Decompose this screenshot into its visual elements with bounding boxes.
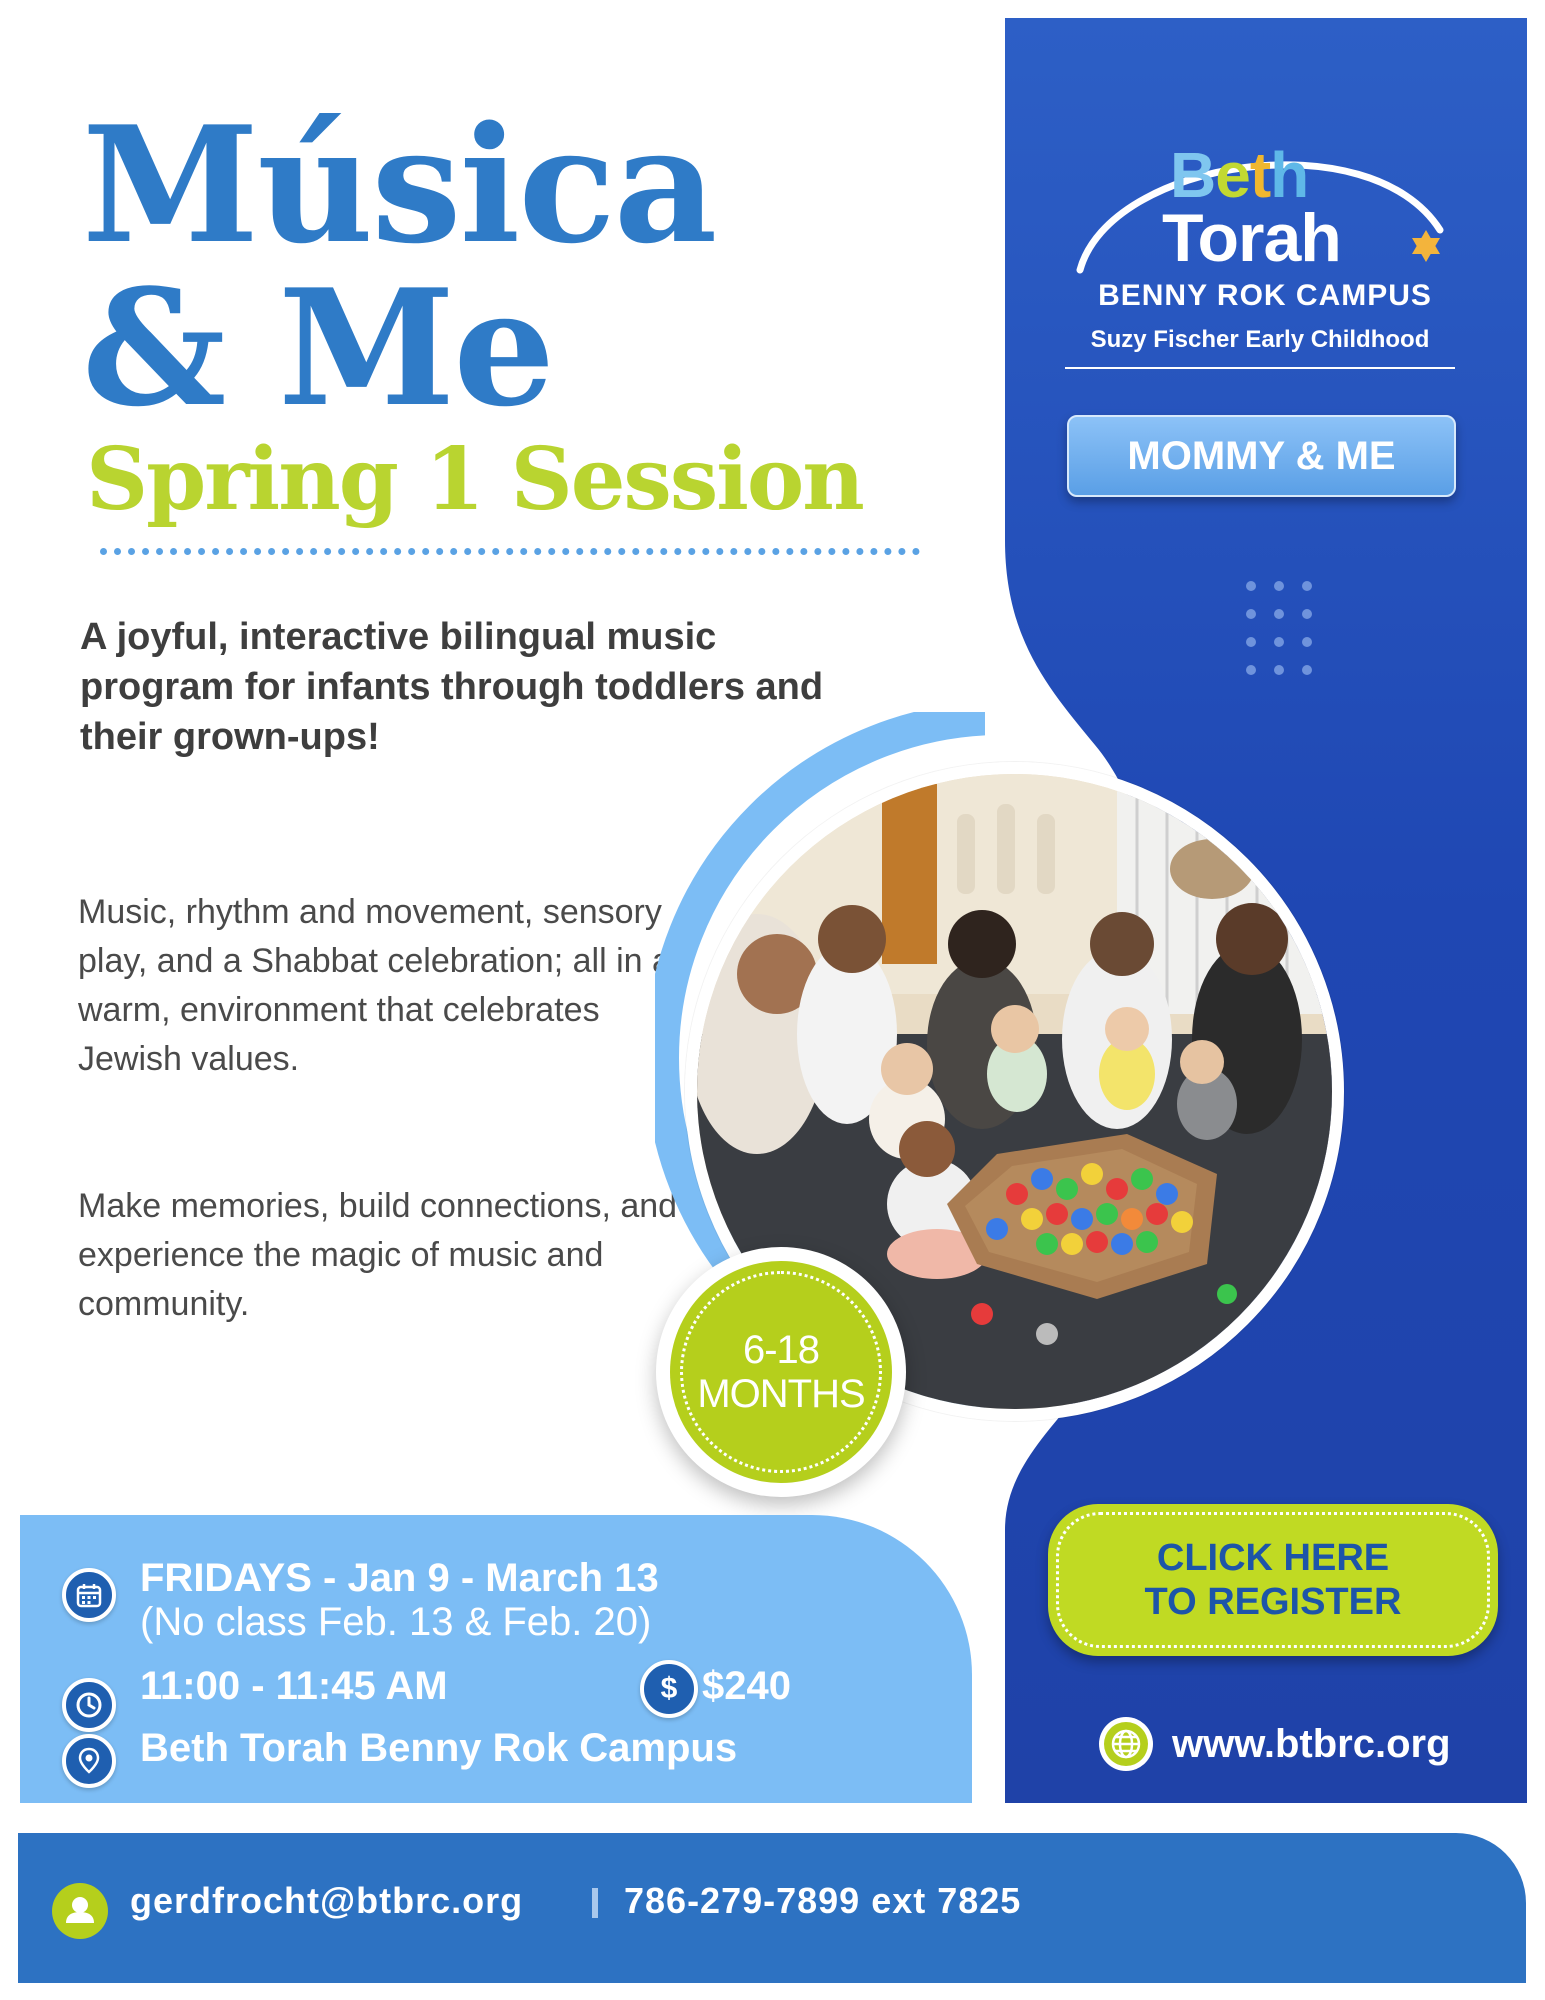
contact-phone[interactable]: 786-279-7899 ext 7825	[624, 1880, 1022, 1921]
no-class-dates: (No class Feb. 13 & Feb. 20)	[140, 1600, 652, 1644]
program-badge: MOMMY & ME	[1067, 415, 1456, 497]
register-button[interactable]	[1048, 1504, 1498, 1656]
register-label-line-1: CLICK HERE	[1156, 1537, 1390, 1579]
intro-text: A joyful, interactive bilingual music program for infants through toddlers and their grown-ups!	[80, 616, 824, 758]
title-line-1: Música	[82, 91, 716, 279]
website-link[interactable]: www.btbrc.org	[1172, 1722, 1451, 1766]
globe-icon	[1098, 1716, 1154, 1772]
session-subtitle: Spring 1 Session	[86, 429, 863, 530]
age-badge-inner	[670, 1261, 892, 1483]
user-icon	[52, 1883, 108, 1939]
calendar-icon	[62, 1568, 116, 1622]
class-time: 11:00 - 11:45 AM	[140, 1664, 448, 1708]
class-dates: FRIDAYS - Jan 9 - March 13	[140, 1556, 659, 1600]
dotted-divider	[100, 548, 920, 555]
class-location: Beth Torah Benny Rok Campus	[140, 1726, 738, 1770]
age-badge	[656, 1247, 906, 1497]
title-line-2: & Me	[82, 254, 554, 442]
logo-letter: h	[1270, 139, 1309, 211]
star-of-david-icon	[1408, 228, 1444, 264]
logo-campus-name: BENNY ROK CAMPUS	[1098, 279, 1432, 312]
age-range: 6-18	[742, 1328, 820, 1372]
location-pin-icon	[62, 1734, 116, 1788]
register-label-line-2: TO REGISTER	[1144, 1581, 1402, 1623]
description-paragraph-2: Make memories, build connections, and experience the magic of music and community.	[78, 1187, 678, 1323]
logo-torah: Torah	[1162, 200, 1341, 276]
logo-letter: e	[1215, 139, 1250, 211]
description-paragraph-1: Music, rhythm and movement, sensory play, and a Shabbat celebration; all in a warm, environment that celebrates Jewish values.	[78, 893, 671, 1078]
dollar-icon: $	[640, 1660, 698, 1718]
footer-separator	[592, 1888, 598, 1918]
clock-icon	[62, 1678, 116, 1732]
logo-letter: t	[1249, 139, 1271, 211]
age-unit: MONTHS	[697, 1372, 865, 1416]
class-price: $240	[702, 1664, 791, 1708]
contact-email[interactable]: gerdfrocht@btbrc.org	[130, 1880, 524, 1921]
dot-grid-decoration	[1245, 580, 1325, 700]
logo-letter: B	[1170, 139, 1216, 211]
logo-subtitle: Suzy Fischer Early Childhood	[1065, 323, 1455, 369]
